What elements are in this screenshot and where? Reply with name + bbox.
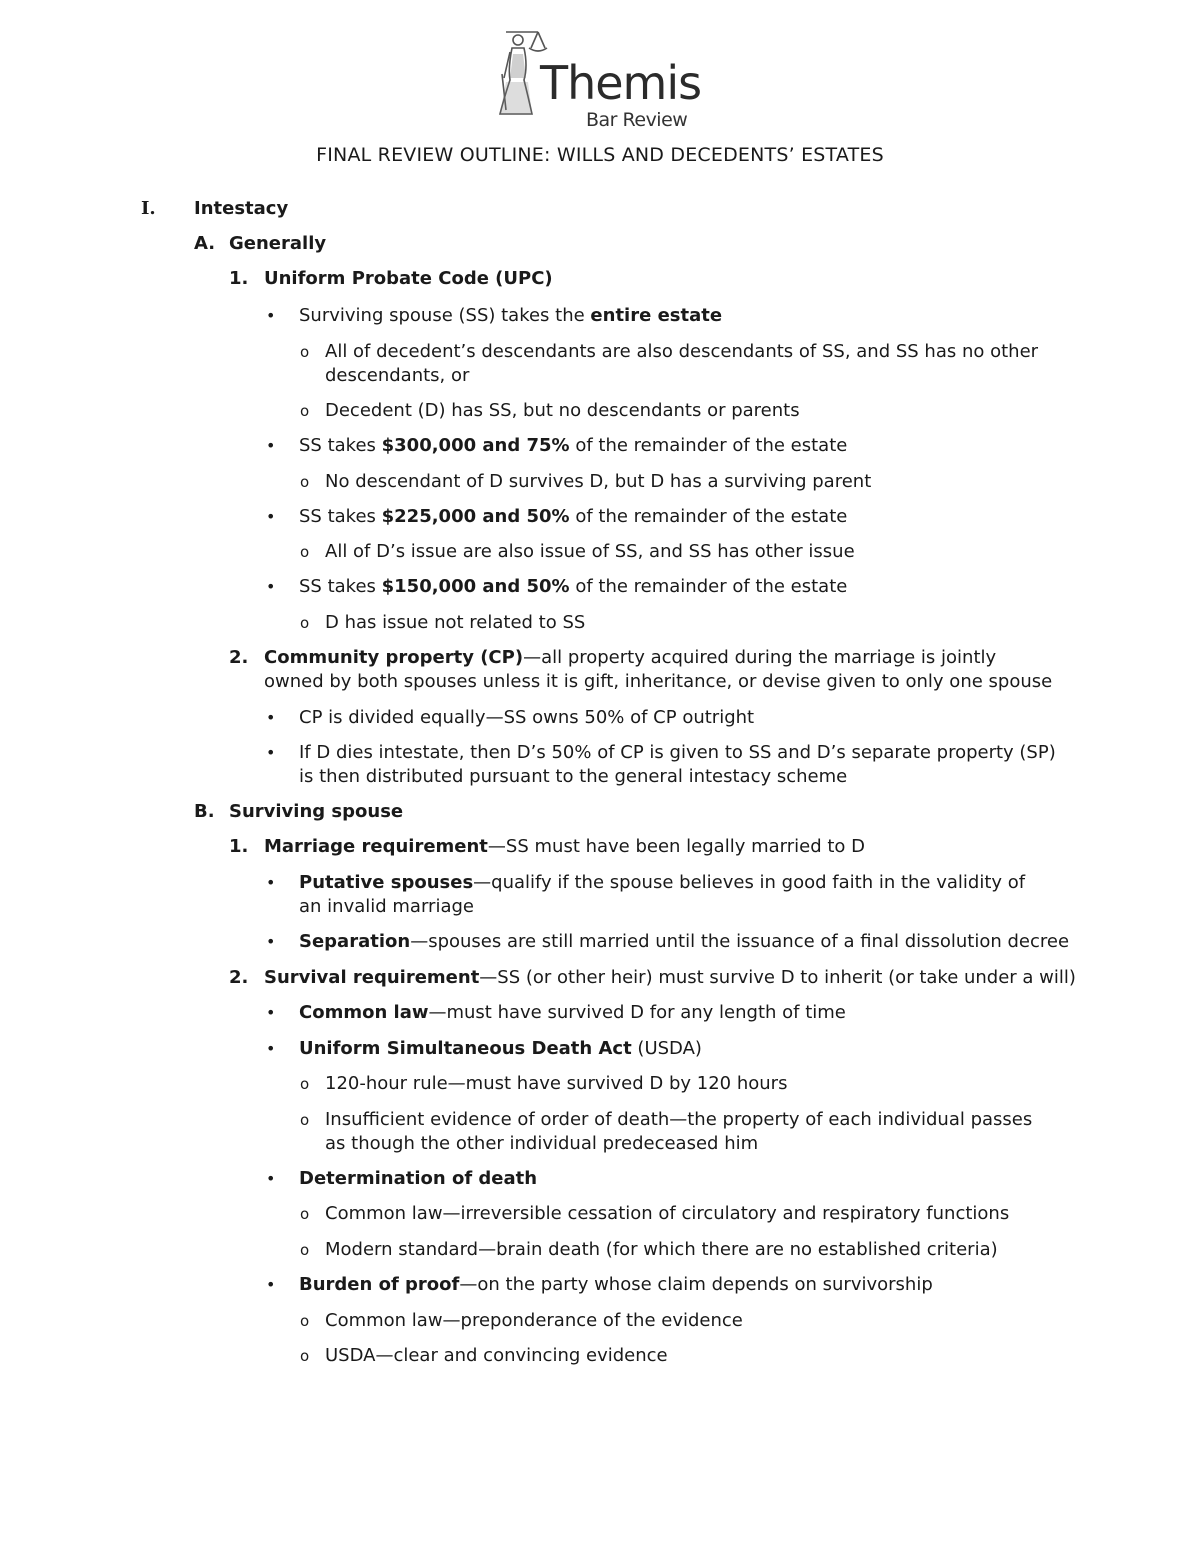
sub-bullet-icon: o — [300, 1205, 310, 1223]
list-item: Separation—spouses are still married until the issuance of a final dissolution decree — [299, 931, 1070, 952]
sub-bullet-icon: o — [300, 1347, 310, 1365]
outline-marker-A1: 1. — [229, 268, 249, 289]
logo-subtitle: Bar Review — [586, 109, 688, 131]
outline-marker-A: A. — [194, 233, 216, 254]
topic-community-property: Community property (CP)—all property acquired during the marriage is jointly owned by both spouses unless it is gift, inheritance, or devise given to only one spouse — [264, 647, 1053, 692]
section-heading-intestacy: Intestacy — [194, 198, 289, 219]
bullet-icon: • — [266, 1039, 276, 1058]
list-item: Determination of death — [299, 1168, 538, 1189]
list-item: Modern standard—brain death (for which there are no established criteria) — [325, 1239, 998, 1260]
subsection-heading-generally: Generally — [229, 233, 327, 254]
bullet-icon: • — [266, 932, 276, 951]
subsection-heading-surviving-spouse: Surviving spouse — [229, 801, 404, 822]
list-item: SS takes $150,000 and 50% of the remainder of the estate — [299, 576, 848, 597]
list-item: Common law—preponderance of the evidence — [325, 1310, 743, 1331]
outline-marker-I: I. — [141, 198, 156, 219]
outline-marker-B2: 2. — [229, 967, 249, 988]
list-item: Insufficient evidence of order of death—the property of each individual passes as though the other individual predeceased him — [325, 1109, 1033, 1154]
list-item: USDA—clear and convincing evidence — [325, 1345, 668, 1366]
document-title: FINAL REVIEW OUTLINE: WILLS AND DECEDENTS’ ESTATES — [316, 144, 884, 166]
logo-wordmark: Themis — [540, 56, 702, 110]
list-item: Surviving spouse (SS) takes the entire estate — [299, 305, 723, 326]
bullet-icon: • — [266, 873, 276, 892]
list-item: Burden of proof—on the party whose claim depends on survivorship — [299, 1274, 933, 1295]
topic-marriage-requirement: Marriage requirement—SS must have been legally married to D — [264, 836, 866, 857]
list-item: All of D’s issue are also issue of SS, and SS has other issue — [325, 541, 855, 562]
bullet-icon: • — [266, 577, 276, 596]
bullet-icon: • — [266, 743, 276, 762]
sub-bullet-icon: o — [300, 1241, 310, 1259]
outline-marker-B: B. — [194, 801, 215, 822]
bullet-icon: • — [266, 436, 276, 455]
list-item: 120-hour rule—must have survived D by 120 hours — [325, 1073, 788, 1094]
list-item: D has issue not related to SS — [325, 612, 586, 633]
sub-bullet-icon: o — [300, 1075, 310, 1093]
bullet-icon: • — [266, 1169, 276, 1188]
bullet-icon: • — [266, 1003, 276, 1022]
sub-bullet-icon: o — [300, 614, 310, 632]
lady-justice-icon — [488, 18, 548, 118]
sub-bullet-icon: o — [300, 1312, 310, 1330]
themis-logo — [488, 18, 718, 131]
sub-bullet-icon: o — [300, 343, 310, 361]
list-item: Uniform Simultaneous Death Act (USDA) — [299, 1038, 702, 1059]
list-item: If D dies intestate, then D’s 50% of CP is given to SS and D’s separate property (SP) is then distributed pursuant to the general intestacy scheme — [299, 742, 1056, 787]
outline-marker-A2: 2. — [229, 647, 249, 668]
list-item: Common law—must have survived D for any length of time — [299, 1002, 846, 1023]
list-item: All of decedent’s descendants are also descendants of SS, and SS has no other descendants, or — [325, 341, 1039, 386]
list-item: Putative spouses—qualify if the spouse believes in good faith in the validity of an invalid marriage — [299, 872, 1026, 917]
bullet-icon: • — [266, 507, 276, 526]
list-item: Common law—irreversible cessation of circulatory and respiratory functions — [325, 1203, 1010, 1224]
list-item: SS takes $300,000 and 75% of the remainder of the estate — [299, 435, 848, 456]
bullet-icon: • — [266, 708, 276, 727]
sub-bullet-icon: o — [300, 1111, 310, 1129]
sub-bullet-icon: o — [300, 543, 310, 561]
sub-bullet-icon: o — [300, 402, 310, 420]
topic-survival-requirement: Survival requirement—SS (or other heir) must survive D to inherit (or take under a will) — [264, 967, 1076, 988]
list-item: No descendant of D survives D, but D has a surviving parent — [325, 471, 872, 492]
list-item: CP is divided equally—SS owns 50% of CP outright — [299, 707, 755, 728]
list-item: Decedent (D) has SS, but no descendants or parents — [325, 400, 800, 421]
list-item: SS takes $225,000 and 50% of the remainder of the estate — [299, 506, 848, 527]
outline-marker-B1: 1. — [229, 836, 249, 857]
bullet-icon: • — [266, 306, 276, 325]
topic-heading-upc: Uniform Probate Code (UPC) — [264, 268, 553, 289]
bullet-icon: • — [266, 1275, 276, 1294]
sub-bullet-icon: o — [300, 473, 310, 491]
